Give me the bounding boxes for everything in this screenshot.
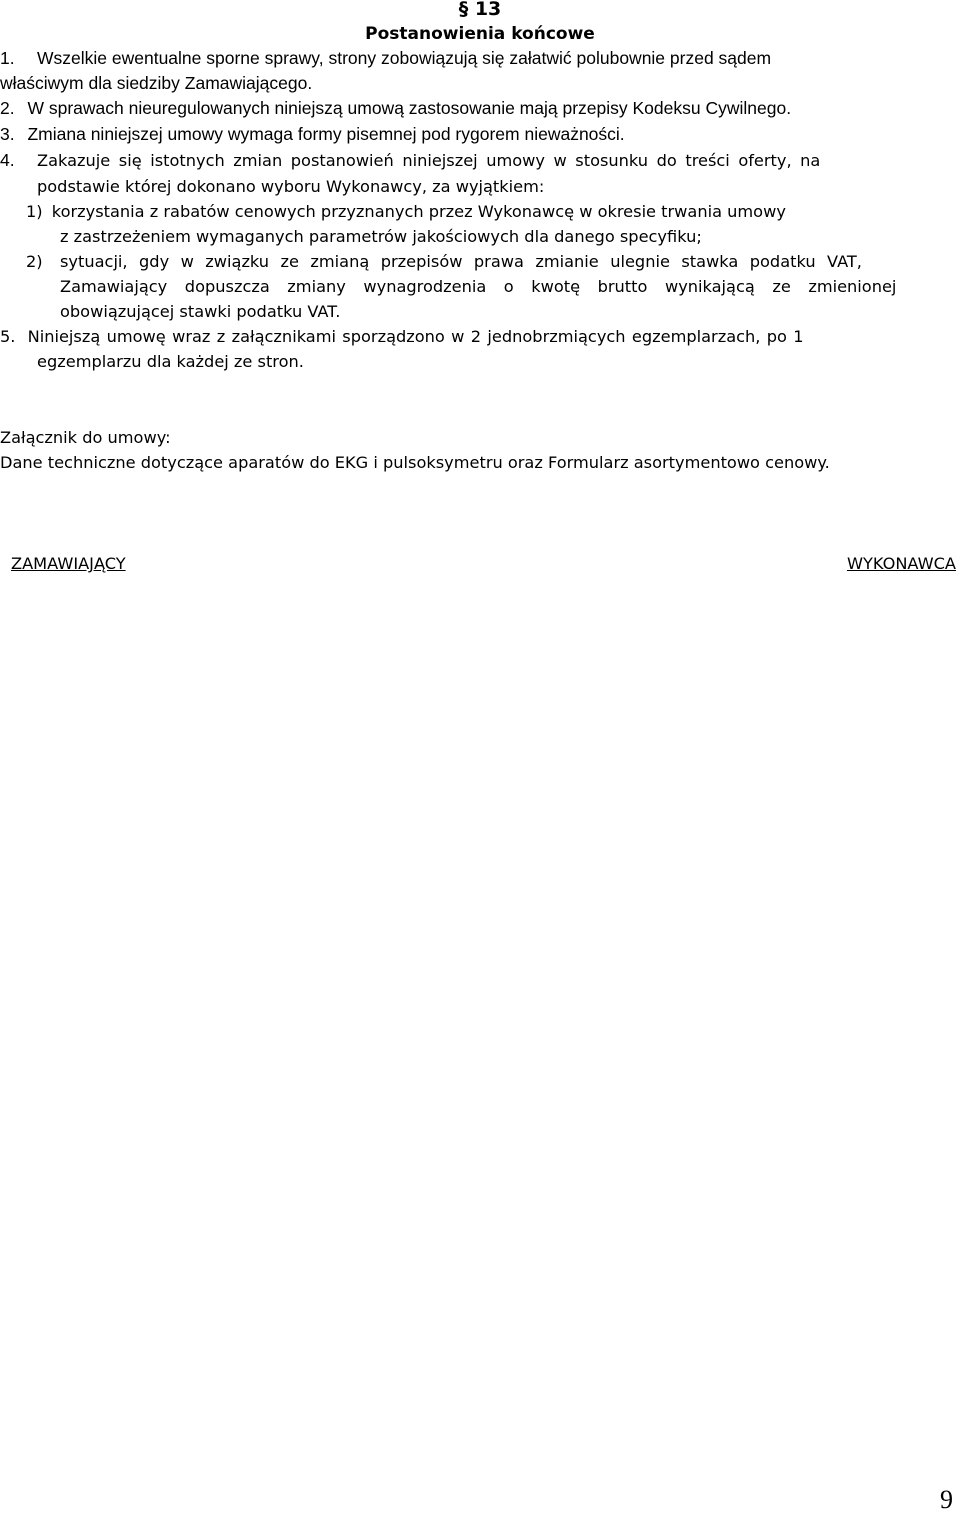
clause-1-number: 1. <box>0 48 15 68</box>
clause-4-sub-2-line-1: sytuacji, gdy w związku ze zmianą przepisów prawa zmianie ulegnie stawka podatku VAT, <box>60 252 862 271</box>
clause-1 <box>0 46 960 71</box>
attachment-text: Dane techniczne dotyczące aparatów do EKG i pulsoksymetru oraz Formularz asortymentowo cenowy. <box>0 453 830 472</box>
clause-2-text: W sprawach nieuregulowanych niniejszą umową zastosowanie mają przepisy Kodeksu Cywilnego. <box>27 98 792 118</box>
clause-3 <box>0 122 625 147</box>
signature-contractor: WYKONAWCA <box>846 554 956 573</box>
clause-4-sub-2-line-3: obowiązującej stawki podatku VAT. <box>60 302 341 321</box>
clause-4-sub-2-number: 2) <box>26 252 43 271</box>
clause-2 <box>0 96 791 121</box>
clause-4-sub-1-line-2: z zastrzeżeniem wymaganych parametrów jakościowych dla danego specyfiku; <box>60 227 702 246</box>
clause-4-number: 4. <box>0 150 15 170</box>
clause-4-line-1: Zakazuje się istotnych zmian postanowień niniejszej umowy w stosunku do treści oferty, na <box>37 151 821 170</box>
clause-5-line-1: Niniejszą umowę wraz z załącznikami sporządzono w 2 jednobrzmiących egzemplarzach, po 1 <box>27 327 804 346</box>
clause-2-number: 2. <box>0 98 15 118</box>
clause-5-number: 5. <box>0 327 16 346</box>
section-title: Postanowienia końcowe <box>365 24 595 44</box>
clause-3-number: 3. <box>0 124 15 144</box>
clause-4-sub-2-line-2: Zamawiający dopuszcza zmiany wynagrodzenia o kwotę brutto wynikającą ze zmienionej <box>60 277 897 296</box>
clause-1-line-1 <box>37 46 960 71</box>
clause-4-sub-1-line-1: korzystania z rabatów cenowych przyznanych przez Wykonawcę w okresie trwania umowy <box>51 202 786 221</box>
clause-4-sub-1 <box>26 199 786 224</box>
page-number: 9 <box>940 1485 953 1514</box>
signature-contracting-party: ZAMAWIAJĄCY <box>11 554 126 573</box>
clause-5 <box>0 324 804 349</box>
clause-3-text: Zmiana niniejszej umowy wymaga formy pisemnej pod rygorem nieważności. <box>27 124 625 144</box>
clause-1-line-1-text: Wszelkie ewentualne sporne sprawy, strony zobowiązują się załatwić polubownie przed sądem <box>37 48 772 68</box>
clause-4-line-2: podstawie której dokonano wyboru Wykonawcy, za wyjątkiem: <box>37 177 545 196</box>
section-number: § 13 <box>458 0 502 20</box>
clause-4-sub-1-number: 1) <box>26 202 43 221</box>
attachment-label: Załącznik do umowy: <box>0 428 171 447</box>
clause-5-line-2: egzemplarzu dla każdej ze stron. <box>37 352 304 371</box>
clause-1-line-2: właściwym dla siedziby Zamawiającego. <box>0 73 313 93</box>
